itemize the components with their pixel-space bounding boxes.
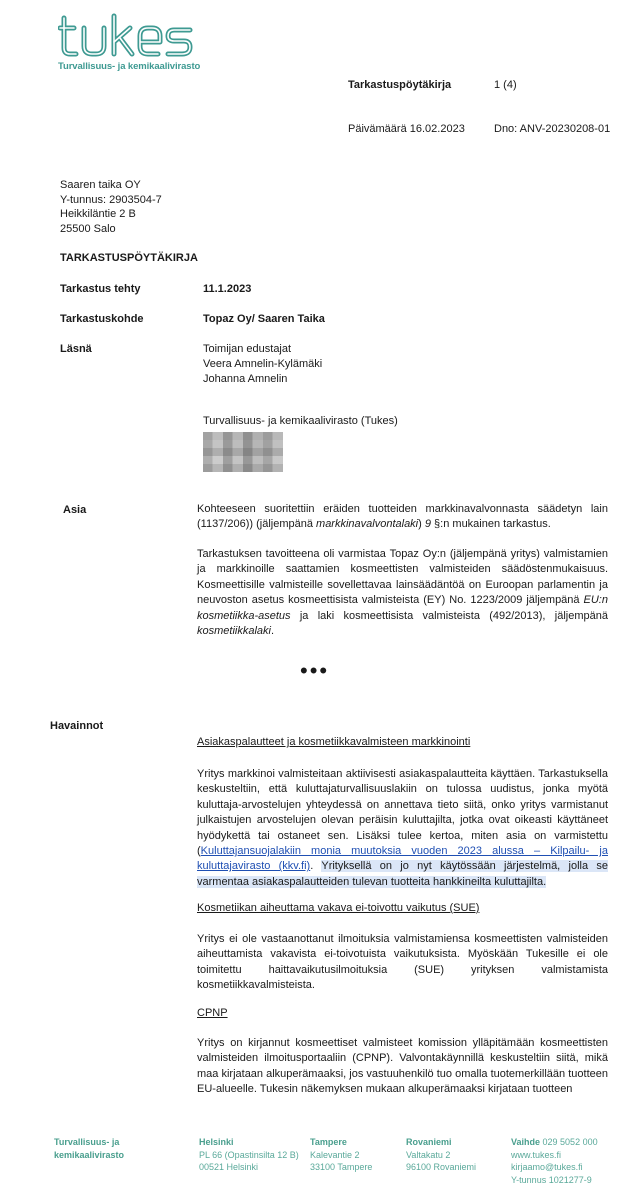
kkv-link[interactable]: Kuluttajansuojalakiin monia muutoksia vuoden 2023 alussa – Kilpailu- ja kuluttajavirasto (kkv.fi) bbox=[197, 845, 608, 873]
footer-rovaniemi: Rovaniemi Valtakatu 2 96100 Rovaniemi bbox=[406, 1137, 477, 1172]
customer-feedback-paragraph: Yritys markkinoi valmisteitaan aktiivisesti asiakaspalautteita käyttäen. Tarkastuksella keskusteltiin, että kuluttajaturvallisuuslakiin on tulossa uudistus, jonka myötä kuluttaja-arvostelujen yhteydessä on annettava tieto siitä, onko yritys varmistanut julkaistujen arvostelujen olevan peräisin kuluttajilta, jotka ovat oikeasti käyttäneet hyödykettä tai ostaneet sen. Lisäksi tulee kertoa, miten asia on varmistettu (Kuluttajansuojalakiin monia muutoksia vuoden 2023 alussa – Kilpailu- ja kuluttajavirasto (kkv.fi). Yrityksellä on jo nyt käytössään järjestelmä, jolla se varmentaa asiakaspalautteiden tulevan tuotteita hankkineilta kuluttajilta. bbox=[197, 768, 608, 888]
subject-paragraph-2: Tarkastuksen tavoitteena oli varmistaa Topaz Oy:n (jäljempänä yritys) valmistamien ja markkinoille saattamien kosmeettisten valmisteiden säädöstenmukaisuus. Kosmeettisille valmisteille sovellettavaa lainsäädäntöä on Euroopan parlamentin ja neuvoston asetus kosmeettisista valmisteista (EY) No. 1223/2009 jäljempänä EU:n kosmetiikka-asetus ja laki kosmeettisista valmisteista (492/2013), jäljempänä kosmetiikkalaki. bbox=[197, 548, 608, 638]
document-title: TARKASTUSPÖYTÄKIRJA bbox=[60, 252, 198, 264]
observations-label: Havainnot bbox=[50, 720, 104, 732]
recipient-address bbox=[60, 178, 162, 236]
tukes-logo bbox=[58, 12, 201, 72]
subject-label: Asia bbox=[63, 504, 87, 516]
inspection-target-label: Tarkastuskohde bbox=[60, 313, 144, 325]
tukes-wordmark-icon bbox=[58, 12, 194, 60]
recipient-postal: 25500 Salo bbox=[60, 222, 116, 235]
page-number: 1 (4) bbox=[494, 79, 517, 91]
section-heading-sue: Kosmetiikan aiheuttama vakava ei-toivottu vaikutus (SUE) bbox=[197, 902, 480, 914]
inspection-target-value: Topaz Oy/ Saaren Taika bbox=[203, 313, 325, 325]
present-item: Toimijan edustajat bbox=[203, 343, 292, 355]
doc-type: Tarkastuspöytäkirja bbox=[348, 79, 452, 91]
redacted-name-block bbox=[203, 432, 283, 472]
footer-contact: Vaihde 029 5052 000 www.tukes.fi kirjaamo@tukes.fi Y-tunnus 1021277-9 bbox=[511, 1137, 598, 1185]
phone-number: 029 5052 000 bbox=[542, 1137, 598, 1147]
present-item: Veera Amnelin-Kylämäki bbox=[203, 358, 323, 370]
inspection-date-value: 11.1.2023 bbox=[203, 283, 252, 295]
recipient-company: Saaren taika OY bbox=[60, 179, 141, 191]
footer-helsinki: Helsinki PL 66 (Opastinsilta 12 B) 00521 Helsinki bbox=[199, 1137, 299, 1172]
section-heading-cpnp: CPNP bbox=[197, 1007, 228, 1019]
footer-tampere: Tampere Kalevantie 2 33100 Tampere bbox=[310, 1137, 373, 1172]
present-item: Johanna Amnelin bbox=[203, 373, 288, 385]
subject-paragraph-1: Kohteeseen suoritettiin eräiden tuotteiden markkinavalvonnasta säädetyn lain (1137/206)) (jäljempänä markkinavalvontalaki) 9 §:n mukainen tarkastus. bbox=[197, 503, 608, 531]
cpnp-paragraph: Yritys on kirjannut kosmeettiset valmisteet komission ylläpitämään kosmeettisten valmisteiden ilmoitusportaaliin (CPNP). Valvontakäynnillä keskusteltiin siitä, mikä maa kirjataan alkuperämaaksi, jos vastuuhenkilö tuo omalla tuotemerkillään tuotteen EU-alueelle. Tukesin näkemyksen mukaan alkuperämaaksi kirjataan tuotteen bbox=[197, 1037, 608, 1096]
logo-subtitle: Turvallisuus- ja kemikaalivirasto bbox=[58, 61, 201, 72]
logo-wordmark bbox=[58, 12, 198, 60]
term-cosmetics-law: kosmetiikkalaki bbox=[197, 625, 271, 638]
sue-paragraph: Yritys ei ole vastaanottanut ilmoituksia valmistamiensa kosmeettisten valmisteiden aiheuttamista vakavista ei-toivotuista vaikutuksista. Myöskään Tukesille ei ole toimitettu haittavaikutusilmoituksia (SUE) yrityksen valmistamista kosmetiikkavalmisteista. bbox=[197, 933, 608, 992]
email-link[interactable]: kirjaamo@tukes.fi bbox=[511, 1162, 583, 1172]
document-number: Dno: ANV-20230208-01 bbox=[494, 123, 611, 135]
present-list bbox=[203, 342, 322, 387]
term-eu-cosmetics-regulation: EU:n kosmetiikka-asetus bbox=[197, 594, 608, 622]
section-heading-customer-feedback: Asiakaspalautteet ja kosmetiikkavalmisteen markkinointi bbox=[197, 736, 471, 748]
website-link[interactable]: www.tukes.fi bbox=[511, 1149, 562, 1160]
agency-line: Turvallisuus- ja kemikaalivirasto (Tukes) bbox=[203, 415, 398, 427]
present-label: Läsnä bbox=[60, 343, 92, 355]
highlighted-text: Yrityksellä on jo nyt käytössään järjestelmä, jolla se varmentaa asiakaspalautteiden tulevan tuotteita hankkineilta kuluttajilta. bbox=[197, 860, 608, 888]
recipient-street: Heikkiläntie 2 B bbox=[60, 208, 136, 220]
recipient-business-id: Y-tunnus: 2903504-7 bbox=[60, 193, 162, 206]
footer-business-id: Y-tunnus 1021277-9 bbox=[511, 1174, 592, 1185]
omission-ellipsis: ••• bbox=[300, 658, 330, 683]
term-markkinavalvontalaki: markkinavalvontalaki bbox=[316, 518, 419, 531]
inspection-date-label: Tarkastus tehty bbox=[60, 283, 141, 295]
footer-agency: Turvallisuus- ja kemikaalivirasto bbox=[54, 1137, 125, 1160]
document-date: Päivämäärä 16.02.2023 bbox=[348, 123, 465, 135]
